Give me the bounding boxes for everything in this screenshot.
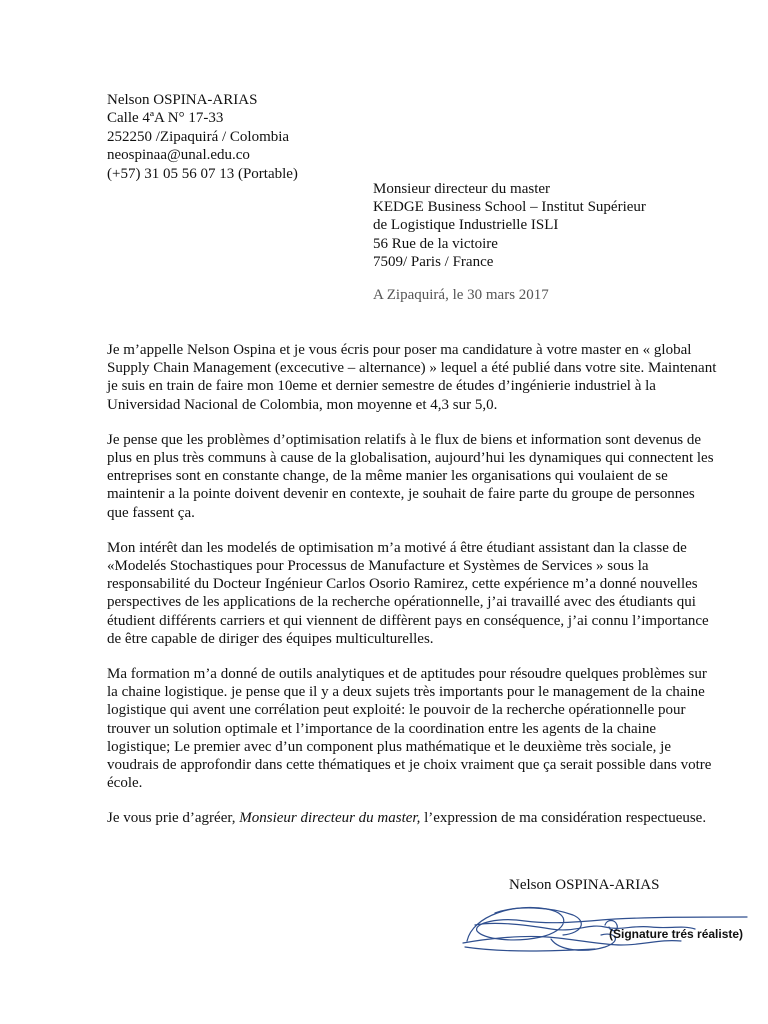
body-paragraph-4: Ma formation m’a donné de outils analytiques et de aptitudes pour résoudre quelques problèmes sur la chaine logistique. je pense que il y a deux sujets très importants pour le management de la chaine logistique qui avent une corrélation peut exploité: le pouvoir de la recherche opérationnelle pour trouver un solution optimale et l’importance de la coordination entre les agents de la chaine logistique; Le premier avec d’un component plus mathématique et le deuxième très sociale, je voudrais de approfondir dans cette thématiques et je choix vraiment que ça serait possible dans votre école. [107, 666, 712, 792]
recipient-line-1: Monsieur directeur du master [373, 181, 551, 197]
recipient-line-5: 7509/ Paris / France [373, 253, 494, 270]
sender-block [107, 91, 298, 183]
sender-city: 252250 /Zipaquirá / Colombia [107, 128, 290, 145]
closing-text-start: Je vous prie d’agréer, [107, 810, 240, 827]
sender-phone: (+57) 31 05 56 07 13 (Portable) [107, 165, 298, 182]
closing-text-end: l’expression de ma considération respectueuse. [420, 810, 707, 827]
body-paragraph-2: Je pense que les problèmes d’optimisation relatifs à le flux de biens et information sont devenus de plus en plus très communs à cause de la globalisation, aujourd’hui les dynamiques qui connectent les entreprises sont en constante change, de la même manier les organisations qui voulaient de se maintenir a la pointe doivent devenir en contexte, je souhait de faire parte du groupe de personnes que fassent ça. [107, 431, 714, 521]
body-paragraph-3: Mon intérêt dan les modelés de optimisation m’a motivé á être étudiant assistant dan la classe de «Modelés Stochastiques pour Processus de Manufacture et Systèmes de Services » sous la responsabilité du Docteur Ingénieur Carlos Osorio Ramirez, cette expérience m’a donné nouvelles perspectives de les applications de la recherche opérationnelle, j’ai travaillé avec des étudiants qui étudient différents carriers et qui viennent de diffèrent pays en conséquence, j’ai connu l’importance de être capable de diriger des équipes multiculturelles. [107, 539, 709, 647]
body-paragraph-closing [107, 809, 719, 827]
signatory-name: Nelson OSPINA-ARIAS [509, 877, 660, 893]
recipient-line-2: KEDGE Business School – Institut Supérieur [373, 199, 646, 216]
closing-addressee: Monsieur directeur du master, [239, 810, 421, 827]
letter-body [107, 341, 719, 845]
sender-email: neospinaa@unal.edu.co [107, 147, 250, 164]
recipient-line-4: 56 Rue de la victoire [373, 235, 498, 252]
sender-address: Calle 4ªA N° 17-33 [107, 110, 224, 127]
recipient-line-3: de Logistique Industrielle ISLI [373, 217, 559, 234]
body-paragraph-1: Je m’appelle Nelson Ospina et je vous écris pour poser ma candidature à votre master en « global Supply Chain Management (excecutive – alternance) » lequel a été publié dans votre site. Maintenant je suis en train de faire mon 10eme et dernier semestre de études d’ingénierie industriel à la Universidad Nacional de Colombia, mon moyenne et 4,3 sur 5,0. [107, 342, 717, 413]
sender-name: Nelson OSPINA-ARIAS [107, 92, 258, 108]
signature-caption: (Signature trés réaliste) [609, 927, 744, 941]
recipient-block [373, 180, 646, 271]
letter-date: A Zipaquirá, le 30 mars 2017 [373, 287, 549, 303]
